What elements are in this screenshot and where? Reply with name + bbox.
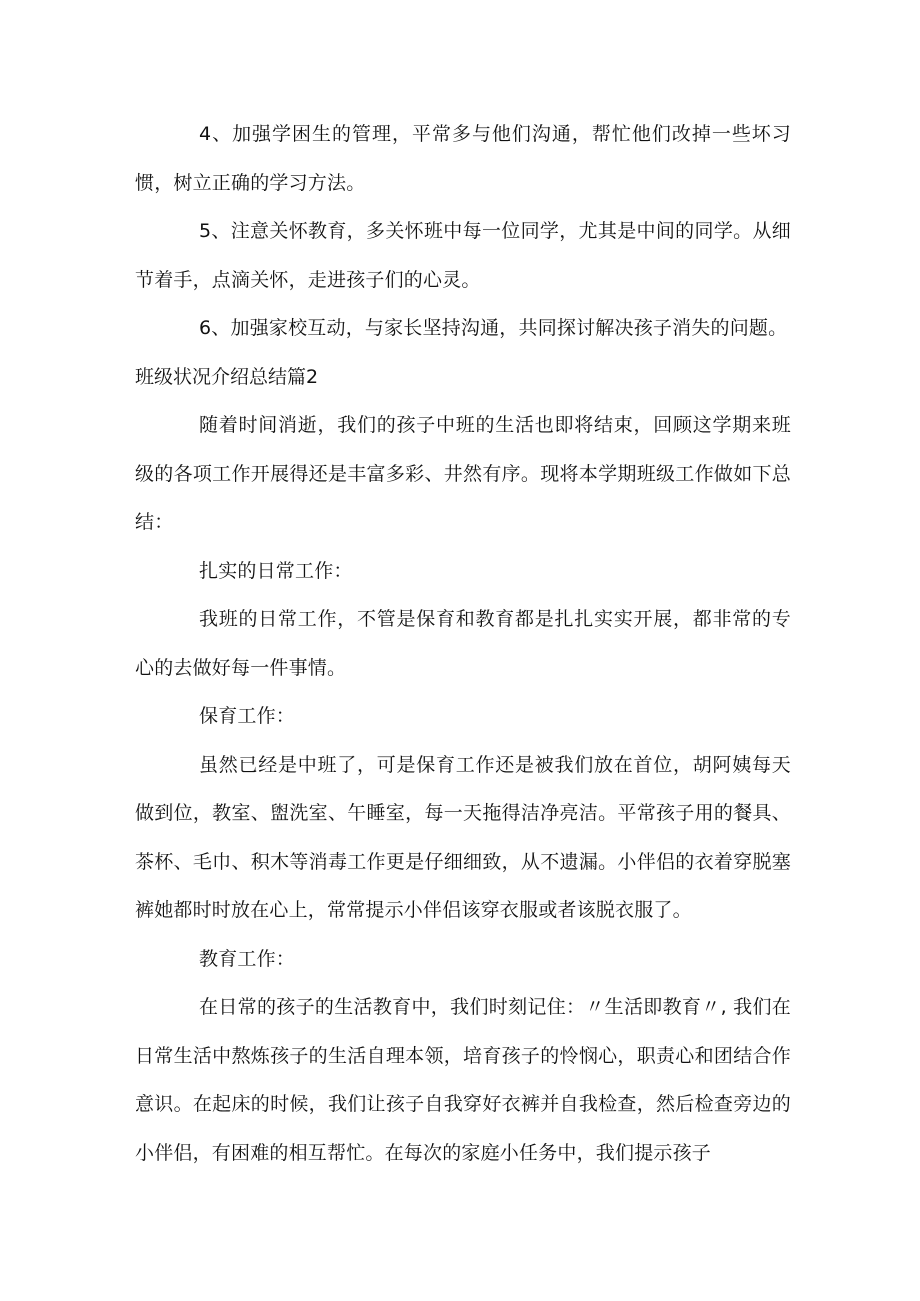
subheading-education-work: 教育工作： bbox=[199, 947, 296, 970]
document-body bbox=[135, 110, 791, 1177]
paragraph-item-5: 5、注意关怀教育，多关怀班中每一位同学，尤其是中间的同学。从细节着手，点滴关怀，走进孩子们的心灵。 bbox=[135, 220, 791, 291]
education-work-paragraph: 在日常的孩子的生活教育中，我们时刻记住：〃生活即教育〃, 我们在日常生活中熬炼孩子的生活自理本领，培育孩子的怜悯心，职责心和团结合作意识。在起床的时候，我们让孩子自我穿好衣裤并自我检查，然后检查旁边的小伴侣，有困难的相互帮忙。在每次的家庭小任务中，我们提示孩子 bbox=[135, 996, 791, 1164]
subheading-daily-work: 扎实的日常工作： bbox=[199, 559, 353, 582]
paragraph-item-6: 6、加强家校互动，与家长坚持沟通，共同探讨解决孩子消失的问题。 bbox=[199, 317, 788, 339]
subheading-care-work: 保育工作： bbox=[199, 705, 296, 727]
section-heading: 班级状况介绍总结篇2 bbox=[135, 365, 319, 388]
care-work-paragraph: 虽然已经是中班了，可是保育工作还是被我们放在首位，胡阿姨每天做到位，教室、盥洗室、午睡室，每一天拖得洁净亮洁。平常孩子用的餐具、茶杯、毛巾、积木等消毒工作更是仔细细致，从不遗漏。小伴侣的衣着穿脱塞裤她都时时放在心上，常常提示小伴侣该穿衣服或者该脱衣服了。 bbox=[135, 753, 791, 921]
paragraph-item-4: 4、加强学困生的管理，平常多与他们沟通，帮忙他们改掉一些坏习惯，树立正确的学习方法。 bbox=[135, 123, 791, 194]
intro-paragraph: 随着时间消逝，我们的孩子中班的生活也即将结束，回顾这学期来班级的各项工作开展得还是丰富多彩、井然有序。现将本学期班级工作做如下总结： bbox=[135, 414, 791, 533]
daily-work-paragraph: 我班的日常工作，不管是保育和教育都是扎扎实实开展，都非常的专心的去做好每一件事情。 bbox=[135, 608, 791, 679]
